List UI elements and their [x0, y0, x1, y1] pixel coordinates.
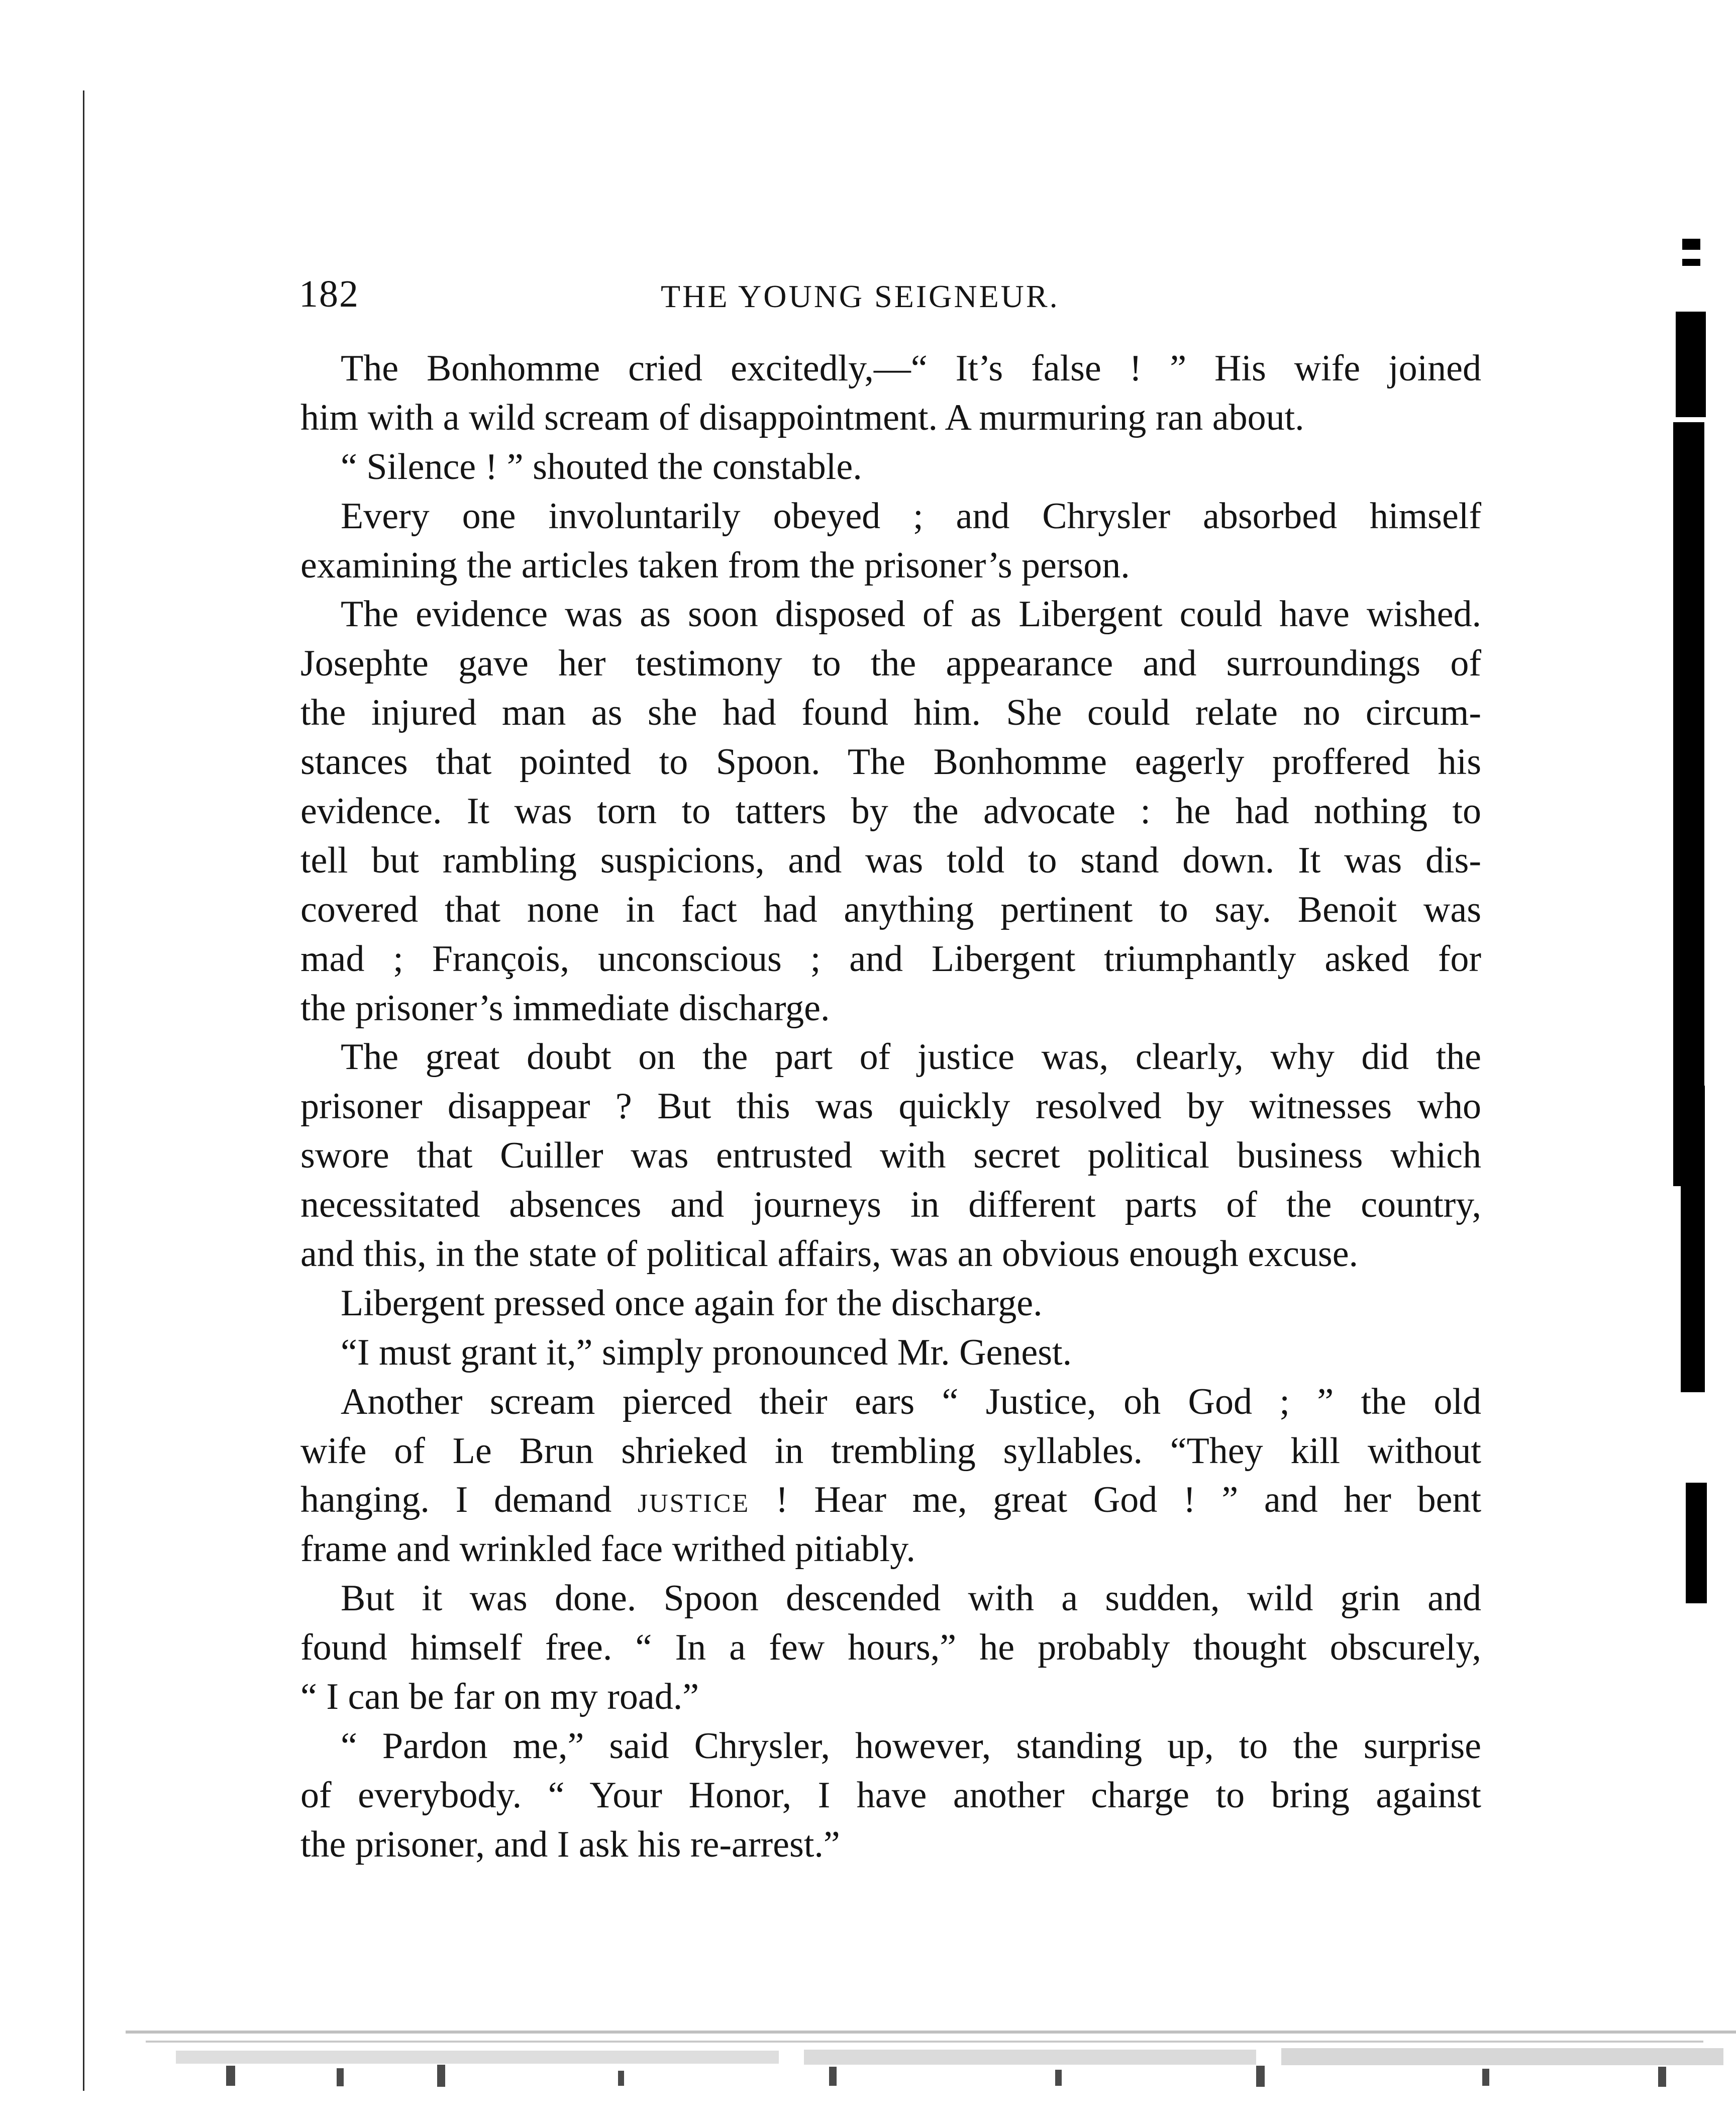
text-line: “ I can be far on my road.”	[300, 1676, 699, 1718]
text-line: But it was done. Spoon descended with a sudden, wild grin and	[341, 1578, 1481, 1619]
paragraph	[300, 1722, 1481, 1870]
text-line: found himself free. “ In a few hours,” he probably thought obscurely,	[300, 1627, 1481, 1669]
text-line: wife of Le Brun shrieked in trembling syllables. “They kill without	[300, 1430, 1481, 1472]
scan-noise-strip	[126, 1985, 1736, 2091]
paragraph	[300, 1328, 1481, 1378]
text-line	[300, 1476, 1481, 1525]
text-line: the prisoner, and I ask his re-arrest.”	[300, 1823, 840, 1865]
scan-edge-bar	[1673, 422, 1704, 1186]
scan-edge-bar	[1682, 259, 1700, 266]
text-line: Josephte gave her testimony to the appearance and surroundings of	[300, 643, 1481, 685]
text-segment: hanging. I demand	[300, 1479, 638, 1521]
paragraph	[300, 1033, 1481, 1279]
text-line: The Bonhomme cried excitedly,—“ It’s false ! ” His wife joined	[341, 348, 1481, 389]
text-line: covered that none in fact had anything pertinent to say. Benoit was	[300, 889, 1481, 930]
scan-edge-bar	[1676, 312, 1706, 417]
scan-margin-line	[83, 90, 84, 2091]
text-line: the prisoner’s immediate discharge.	[300, 987, 830, 1029]
scan-edge-bar	[1681, 1086, 1705, 1392]
text-line: Libergent pressed once again for the discharge.	[341, 1282, 1043, 1324]
running-header	[299, 271, 1480, 317]
scan-edge-bar	[1682, 239, 1700, 250]
paragraph	[300, 1378, 1481, 1575]
text-line: The great doubt on the part of justice was, clearly, why did the	[341, 1036, 1481, 1078]
text-line: prisoner disappear ? But this was quickly resolved by witnesses who	[300, 1086, 1481, 1127]
body-text	[300, 344, 1481, 1870]
text-line: “I must grant it,” simply pronounced Mr. Genest.	[341, 1331, 1072, 1373]
running-title: THE YOUNG SEIGNEUR.	[661, 278, 1060, 314]
paragraph	[300, 492, 1481, 591]
text-line: tell but rambling suspicions, and was told to stand down. It was dis-	[300, 839, 1481, 881]
paragraph	[300, 1279, 1481, 1328]
text-line: examining the articles taken from the prisoner’s person.	[300, 544, 1130, 586]
text-line: “ Silence ! ” shouted the constable.	[341, 446, 862, 488]
text-line: mad ; François, unconscious ; and Libergent triumphantly asked for	[300, 938, 1481, 980]
text-line: Every one involuntarily obeyed ; and Chrysler absorbed himself	[341, 495, 1481, 537]
text-segment: ! Hear me, great God ! ” and her bent	[750, 1479, 1482, 1521]
scan-edge-bar	[1686, 1483, 1707, 1603]
text-line: swore that Cuiller was entrusted with secret political business which	[300, 1135, 1481, 1177]
text-line: and this, in the state of political affairs, was an obvious enough excuse.	[300, 1233, 1359, 1275]
page-number: 182	[299, 273, 359, 315]
text-line: The evidence was as soon disposed of as Libergent could have wished.	[341, 594, 1481, 635]
text-line: of everybody. “ Your Honor, I have another charge to bring against	[300, 1774, 1481, 1816]
text-line: necessitated absences and journeys in different parts of the country,	[300, 1184, 1481, 1226]
text-line: “ Pardon me,” said Chrysler, however, standing up, to the surprise	[341, 1725, 1481, 1767]
text-line: stances that pointed to Spoon. The Bonhomme eagerly proffered his	[300, 741, 1481, 783]
text-line: Another scream pierced their ears “ Justice, oh God ; ” the old	[341, 1381, 1481, 1422]
small-caps-word: justice	[637, 1479, 750, 1521]
text-line: frame and wrinkled face writhed pitiably.	[300, 1528, 915, 1570]
paragraph	[300, 443, 1481, 492]
paragraph	[300, 590, 1481, 1033]
text-line: him with a wild scream of disappointment. A murmuring ran about.	[300, 397, 1304, 438]
paragraph	[300, 344, 1481, 443]
text-line: the injured man as she had found him. She could relate no circum-	[300, 692, 1481, 734]
text-line: evidence. It was torn to tatters by the advocate : he had nothing to	[300, 791, 1481, 832]
paragraph	[300, 1574, 1481, 1722]
